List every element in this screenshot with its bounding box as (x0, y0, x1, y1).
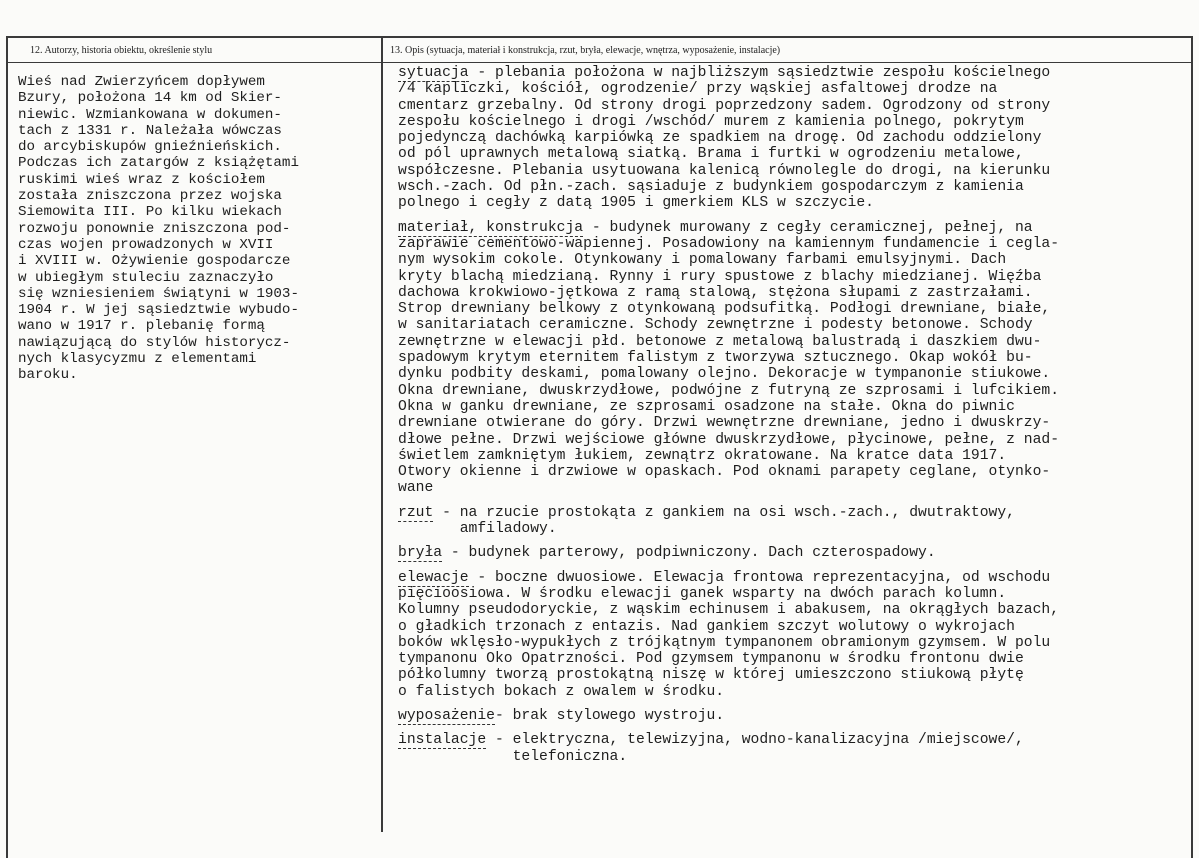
section-label: sytuacja (398, 65, 469, 81)
section-line: Kolumny pseudodoryckie, z wąskim echinusem i abakusem, na okrągłych bazach, (398, 602, 1060, 619)
section-line: pojedynczą dachówką karpiówką ze spadkiem na drogę. Od zachodu oddzielony (398, 130, 1042, 147)
history-line: i XVIII w. Ożywienie gospodarcze (18, 253, 291, 270)
section-line: Otwory okienne i drzwiowe w opaskach. Pod oknami parapety ceglane, otynko- (398, 464, 1051, 481)
section-first-line (398, 570, 1059, 586)
column-divider (381, 36, 383, 832)
section-lead: - budynek parterowy, podpiwniczony. Dach czterospadowy. (442, 545, 936, 562)
history-line: nych klasycyzmu z elementami (18, 351, 257, 368)
section-line: Strop drewniany belkowy z otynkowaną podsufitką. Podłogi drewniane, białe, (398, 301, 1051, 318)
section-line: spadowym krytym eternitem falistym z tworzywa sztucznego. Okap wokół bu- (398, 350, 1033, 367)
section-lead: - boczne dwuosiowe. Elewacja frontowa reprezentacyjna, od wschodu (468, 569, 1051, 586)
section-label: rzut (398, 504, 434, 521)
section-line: kryty blachą miedzianą. Rynny i rury spustowe z blachy miedzianej. Więźba (398, 268, 1042, 285)
section-line: od pól uprawnych metalową siatką. Brama i furtki w ogrodzeniu metalowe, (398, 146, 1024, 163)
section-line: cmentarz grzebalny. Od strony drogi poprzedzony sadem. Ogrodzony od strony (398, 97, 1051, 114)
section-line: dachowa krokwiowo-jętkowa z ramą stalową, stężona słupami z zastrzałami. (398, 284, 1033, 301)
history-line: się wzniesieniem świątyni w 1903- (18, 285, 299, 302)
section-line: zewnętrzne w elewacji płd. betonowe z metalową balustradą i daszkiem dwu- (398, 333, 1042, 350)
section-instalacje (398, 732, 1059, 765)
section-line: telefoniczna. (398, 748, 628, 765)
section-lead: - brak stylowego wystroju. (494, 707, 725, 724)
section-line: Okna drewniane, dwuskrzydłowe, podwójne z futryną ze szprosami i lufcikiem. (398, 382, 1060, 399)
section-wyposażenie (398, 708, 1059, 724)
history-line: niewic. Wzmiankowana w dokumen- (18, 106, 282, 123)
history-line: Wieś nad Zwierzyńcem dopływem (18, 74, 265, 90)
history-text (18, 74, 299, 384)
history-line: wano w 1917 r. plebanię formą (18, 318, 265, 335)
history-line: ruskimi wieś wraz z kościołem (18, 171, 265, 188)
description-heading: 13. Opis (sytuacja, materiał i konstrukcja, rzut, bryła, elewacje, wnętrza, wyposażenie, instalacje) (390, 45, 781, 56)
section-line: Okna w ganku drewniane, ze szprosami osadzone na stałe. Okna do piwnic (398, 398, 1015, 415)
section-line: amfiladowy. (398, 521, 557, 538)
section-label: instalacje (398, 732, 487, 749)
history-line: baroku. (18, 367, 78, 384)
section-line: dynku podbity deskami, pomalowany olejno. Dekoracje w tympanonie stiukowe. (398, 366, 1051, 383)
history-line: w ubiegłym stuleciu zaznaczyło (18, 269, 274, 286)
section-elewacje (398, 570, 1059, 700)
section-line: pięcioosiowa. W środku elewacji ganek wsparty na dwóch parach kolumn. (398, 585, 1007, 602)
section-first-line (398, 220, 1059, 236)
section-line: świetlem zamkniętym łukiem, zewnątrz okratowane. Na kratce data 1917. (398, 447, 1007, 464)
section-label: elewacje (398, 569, 469, 586)
section-sytuacja (398, 65, 1059, 212)
section-lead: - plebania położona w najbliższym sąsiedztwie zespołu kościelnego (468, 65, 1051, 81)
section-line: półkolumny tworzą prostokątną niszę w której umieszczono stiukową płytę (398, 667, 1024, 684)
section-label: bryła (398, 545, 443, 562)
section-line: boków wklęsło-wypukłych z trójkątnym tympanonem obramionym gzymsem. W polu (398, 634, 1051, 651)
section-line: zaprawie cementowo-wapiennej. Posadowiony na kamiennym fundamencie i cegla- (398, 235, 1060, 252)
history-line: Podczas ich zatargów z książętami (18, 155, 299, 172)
section-bryła (398, 545, 1059, 561)
section-first-line (398, 732, 1059, 748)
section-line: zespołu kościelnego i drogi /wschód/ murem z kamienia polnego, pokrytym (398, 113, 1024, 130)
top-border (6, 36, 1193, 38)
section-lead: - na rzucie prostokąta z gankiem na osi wsch.-zach., dwutraktowy, (433, 504, 1015, 521)
section-first-line (398, 505, 1059, 521)
section-first-line (398, 65, 1059, 81)
section-line: w sanitariatach ceramiczne. Schody zewnętrzne i podesty betonowe. Schody (398, 317, 1033, 334)
history-line: nawiązującą do stylów historycz- (18, 334, 291, 351)
section-lead: - budynek murowany z cegły ceramicznej, pełnej, na (583, 219, 1033, 236)
section-label: materiał, konstrukcja (398, 219, 584, 236)
section-line: współczesne. Plebania usytuowana kalenicą równolegle do drogi, na kierunku (398, 162, 1051, 179)
section-line: dłowe pełne. Drzwi wejściowe główne dwuskrzydłowe, płycinowe, pełne, z nad- (398, 431, 1060, 448)
history-line: została zniszczona przez wojska (18, 188, 282, 205)
section-line: polnego i cegły z datą 1905 i gmerkiem KLS w szczycie. (398, 195, 874, 212)
section-line: tympanonu Oko Opatrzności. Pod gzymsem tympanonu w środku frontonu dwie (398, 651, 1024, 668)
history-line: tach z 1331 r. Należała wówczas (18, 122, 282, 139)
left-border (6, 36, 8, 858)
history-line: Siemowita III. Po kilku wiekach (18, 204, 282, 221)
section-line: nym wysokim cokole. Otynkowany i pomalowany farbami emulsyjnymi. Dach (398, 252, 1007, 269)
history-line: 1904 r. W jej sąsiedztwie wybudo- (18, 302, 299, 319)
section-line: wane (398, 480, 434, 497)
section-first-line (398, 545, 1059, 561)
right-border (1191, 36, 1193, 858)
history-line: Bzury, położona 14 km od Skier- (18, 90, 282, 107)
history-line: czas wojen prowadzonych w XVII (18, 236, 274, 253)
description-text (398, 65, 1059, 773)
section-materiał-konstrukcja (398, 220, 1059, 497)
section-line: /4 kapliczki, kościół, ogrodzenie/ przy wąskiej asfaltowej drodze na (398, 81, 998, 98)
section-first-line (398, 708, 1059, 724)
history-line: do arcybiskupów gnieźnieńskich. (18, 139, 282, 156)
history-heading: 12. Autorzy, historia obiektu, określenie stylu (30, 45, 213, 56)
section-lead: - elektryczna, telewizyjna, wodno-kanalizacyjna /miejscowe/, (486, 732, 1024, 749)
section-line: drewniane otwierane do góry. Drzwi wewnętrzne drewniane, jedno i dwuskrzy- (398, 415, 1051, 432)
history-line: rozwoju ponownie zniszczona pod- (18, 220, 291, 237)
header-rule (6, 62, 1193, 63)
section-rzut (398, 505, 1059, 538)
section-label: wyposażenie (398, 707, 495, 724)
section-line: o gładkich trzonach z entazis. Nad gankiem szczyt wolutowy o wykrojach (398, 618, 1015, 635)
section-line: wsch.-zach. Od płn.-zach. sąsiaduje z budynkiem gospodarczym z kamienia (398, 179, 1024, 196)
section-line: o falistych bokach z owalem w środku. (398, 683, 725, 700)
